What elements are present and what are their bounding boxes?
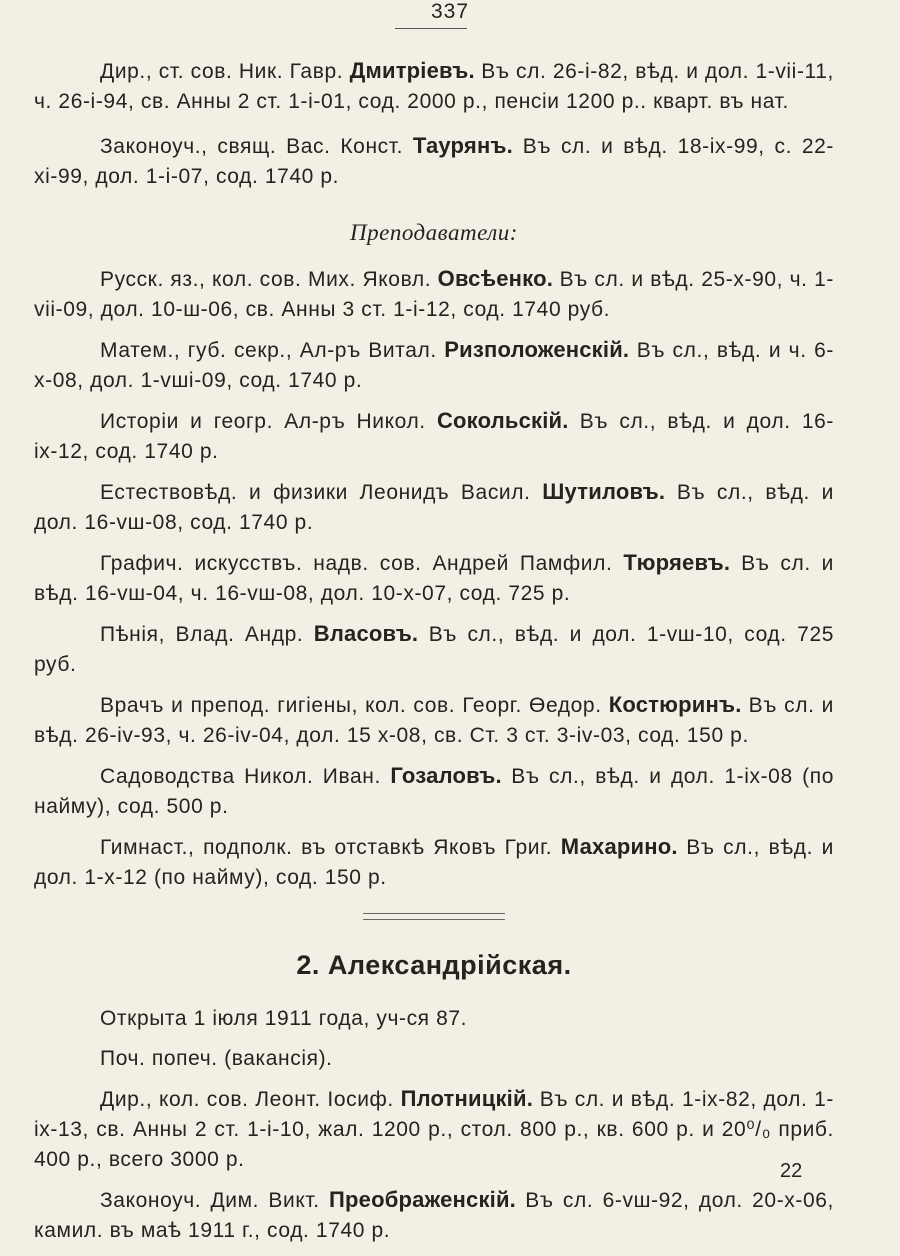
top-entries — [34, 56, 834, 192]
entry-prefix: Естествовѣд. и физики Леонидъ Васил. — [100, 481, 543, 504]
teacher-entry — [34, 477, 834, 538]
entry-details: Въ сл., вѣд. и дол. 16-іх-12, сод. 1740 р. — [34, 410, 834, 463]
entry-details: Въ сл., вѣд. и ч. 6-х-08, дол. 1-vші-09, сод. 1740 р. — [34, 339, 835, 392]
entry-surname: Преображенскій. — [328, 1187, 516, 1212]
entry-prefix: Пѣнія, Влад. Андр. — [100, 623, 314, 646]
entry-surname: Сокольскій. — [436, 408, 569, 433]
entry-prefix: Русск. яз., кол. сов. Мих. Яковл. — [100, 268, 438, 291]
school-heading: 2. Александрійская. — [296, 950, 572, 980]
teacher-entry — [34, 548, 834, 609]
entry-surname: Махарино. — [560, 834, 678, 859]
entry-details: Въ сл. 26-і-82, вѣд. и дол. 1-vіі-11, ч. 26-і-94, св. Анны 2 ст. 1-і-01, сод. 2000 р., пенсіи 1200 р.. кварт. въ нат. — [34, 60, 834, 113]
school-entries — [34, 1004, 834, 1246]
entry-surname: Плотницкій. — [400, 1086, 534, 1111]
school-trustee-line — [34, 1044, 834, 1074]
page-content — [34, 56, 834, 1256]
entry-details: Въ сл. и вѣд. 25-х-90, ч. 1-vіі-09, дол. 10-ш-06, св. Анны 3 ст. 1-і-12, сод. 1740 руб. — [34, 268, 834, 321]
footer-signature-number: 22 — [780, 1160, 803, 1182]
entry-surname: Ризположенскій. — [444, 337, 630, 362]
teacher-entry — [34, 264, 834, 325]
entry-surname: Тюряевъ. — [623, 550, 731, 575]
entry-surname: Таурянъ. — [412, 133, 513, 158]
entry-director — [34, 1084, 834, 1175]
entry-details: Въ сл. 6-vш-92, дол. 20-х-06, камил. въ маѣ 1911 г., сод. 1740 р. — [34, 1189, 834, 1242]
top-rule — [395, 28, 467, 29]
entry-prefix: Дир., ст. сов. Ник. Гавр. — [100, 60, 350, 83]
teachers-list — [34, 264, 834, 893]
entry-details: Въ сл. и вѣд. 1-іх-82, дол. 1-іх-13, св. Анны 2 ст. 1-і-10, жал. 1200 р., стол. 800 р., кв. 600 р. и 20⁰/₀ приб. 400 р., всего 3000 р. — [34, 1088, 835, 1171]
entry-prefix: Законоуч., свящ. Вас. Конст. — [100, 135, 413, 158]
teachers-heading: Преподаватели: — [350, 220, 518, 245]
entry-details: Въ сл., вѣд. и дол. 16-vш-08, сод. 1740 р. — [34, 481, 834, 534]
entry-details: Въ сл., вѣд. и дол. 1-іх-08 (по найму), сод. 500 р. — [34, 765, 834, 818]
entry-details: Въ сл. и вѣд. 26-іv-93, ч. 26-іv-04, дол. 15 х-08, св. Ст. 3 ст. 3-іv-03, сод. 150 р. — [34, 694, 834, 747]
teacher-entry — [34, 832, 834, 893]
entry-prefix: Гимнаст., подполк. въ отставкѣ Яковъ Григ. — [100, 836, 561, 859]
entry-prefix: Врачъ и препод. гигіены, кол. сов. Георг. Өедор. — [100, 694, 609, 717]
entry-surname: Власовъ. — [313, 621, 419, 646]
entry-details: Въ сл., вѣд. и дол. 1-х-12 (по найму), сод. 150 р. — [34, 836, 834, 889]
entry-surname: Гозаловъ. — [390, 763, 502, 788]
entry-surname: Овсѣенко. — [437, 266, 554, 291]
teacher-entry — [34, 619, 834, 680]
entry-surname: Шутиловъ. — [542, 479, 666, 504]
entry-prefix: Исторіи и геогр. Ал-ръ Никол. — [100, 410, 437, 433]
school-opened-line — [34, 1004, 834, 1034]
entry-prefix: Открыта 1 іюля 1911 года, уч-ся 87. — [100, 1007, 468, 1030]
teacher-entry — [34, 690, 834, 751]
entry-prefix: Матем., губ. секр., Ал-ръ Витал. — [100, 339, 445, 362]
entry-prefix: Поч. попеч. (вакансія). — [100, 1047, 333, 1070]
section-divider — [363, 913, 505, 920]
teacher-entry — [34, 406, 834, 467]
entry-law-teacher — [34, 131, 834, 192]
entry-prefix: Садоводства Никол. Иван. — [100, 765, 391, 788]
entry-prefix: Дир., кол. сов. Леонт. Іосиф. — [100, 1088, 401, 1111]
entry-details: Въ сл. и вѣд. 18-іх-99, с. 22-хі-99, дол. 1-і-07, сод. 1740 р. — [34, 135, 834, 188]
entry-details: Въ сл., вѣд. и дол. 1-vш-10, сод. 725 руб. — [34, 623, 835, 676]
entry-prefix: Графич. искусствъ. надв. сов. Андрей Памфил. — [100, 552, 624, 575]
entry-surname: Костюринъ. — [608, 692, 742, 717]
teacher-entry — [34, 761, 834, 822]
entry-director — [34, 56, 834, 117]
entry-law-teacher — [34, 1185, 834, 1246]
teacher-entry — [34, 335, 834, 396]
entry-prefix: Законоуч. Дим. Викт. — [100, 1189, 329, 1212]
entry-details: Въ сл. и вѣд. 16-vш-04, ч. 16-vш-08, дол. 10-х-07, сод. 725 р. — [34, 552, 834, 605]
entry-surname: Дмитріевъ. — [349, 58, 475, 83]
page-number: 337 — [430, 0, 470, 23]
